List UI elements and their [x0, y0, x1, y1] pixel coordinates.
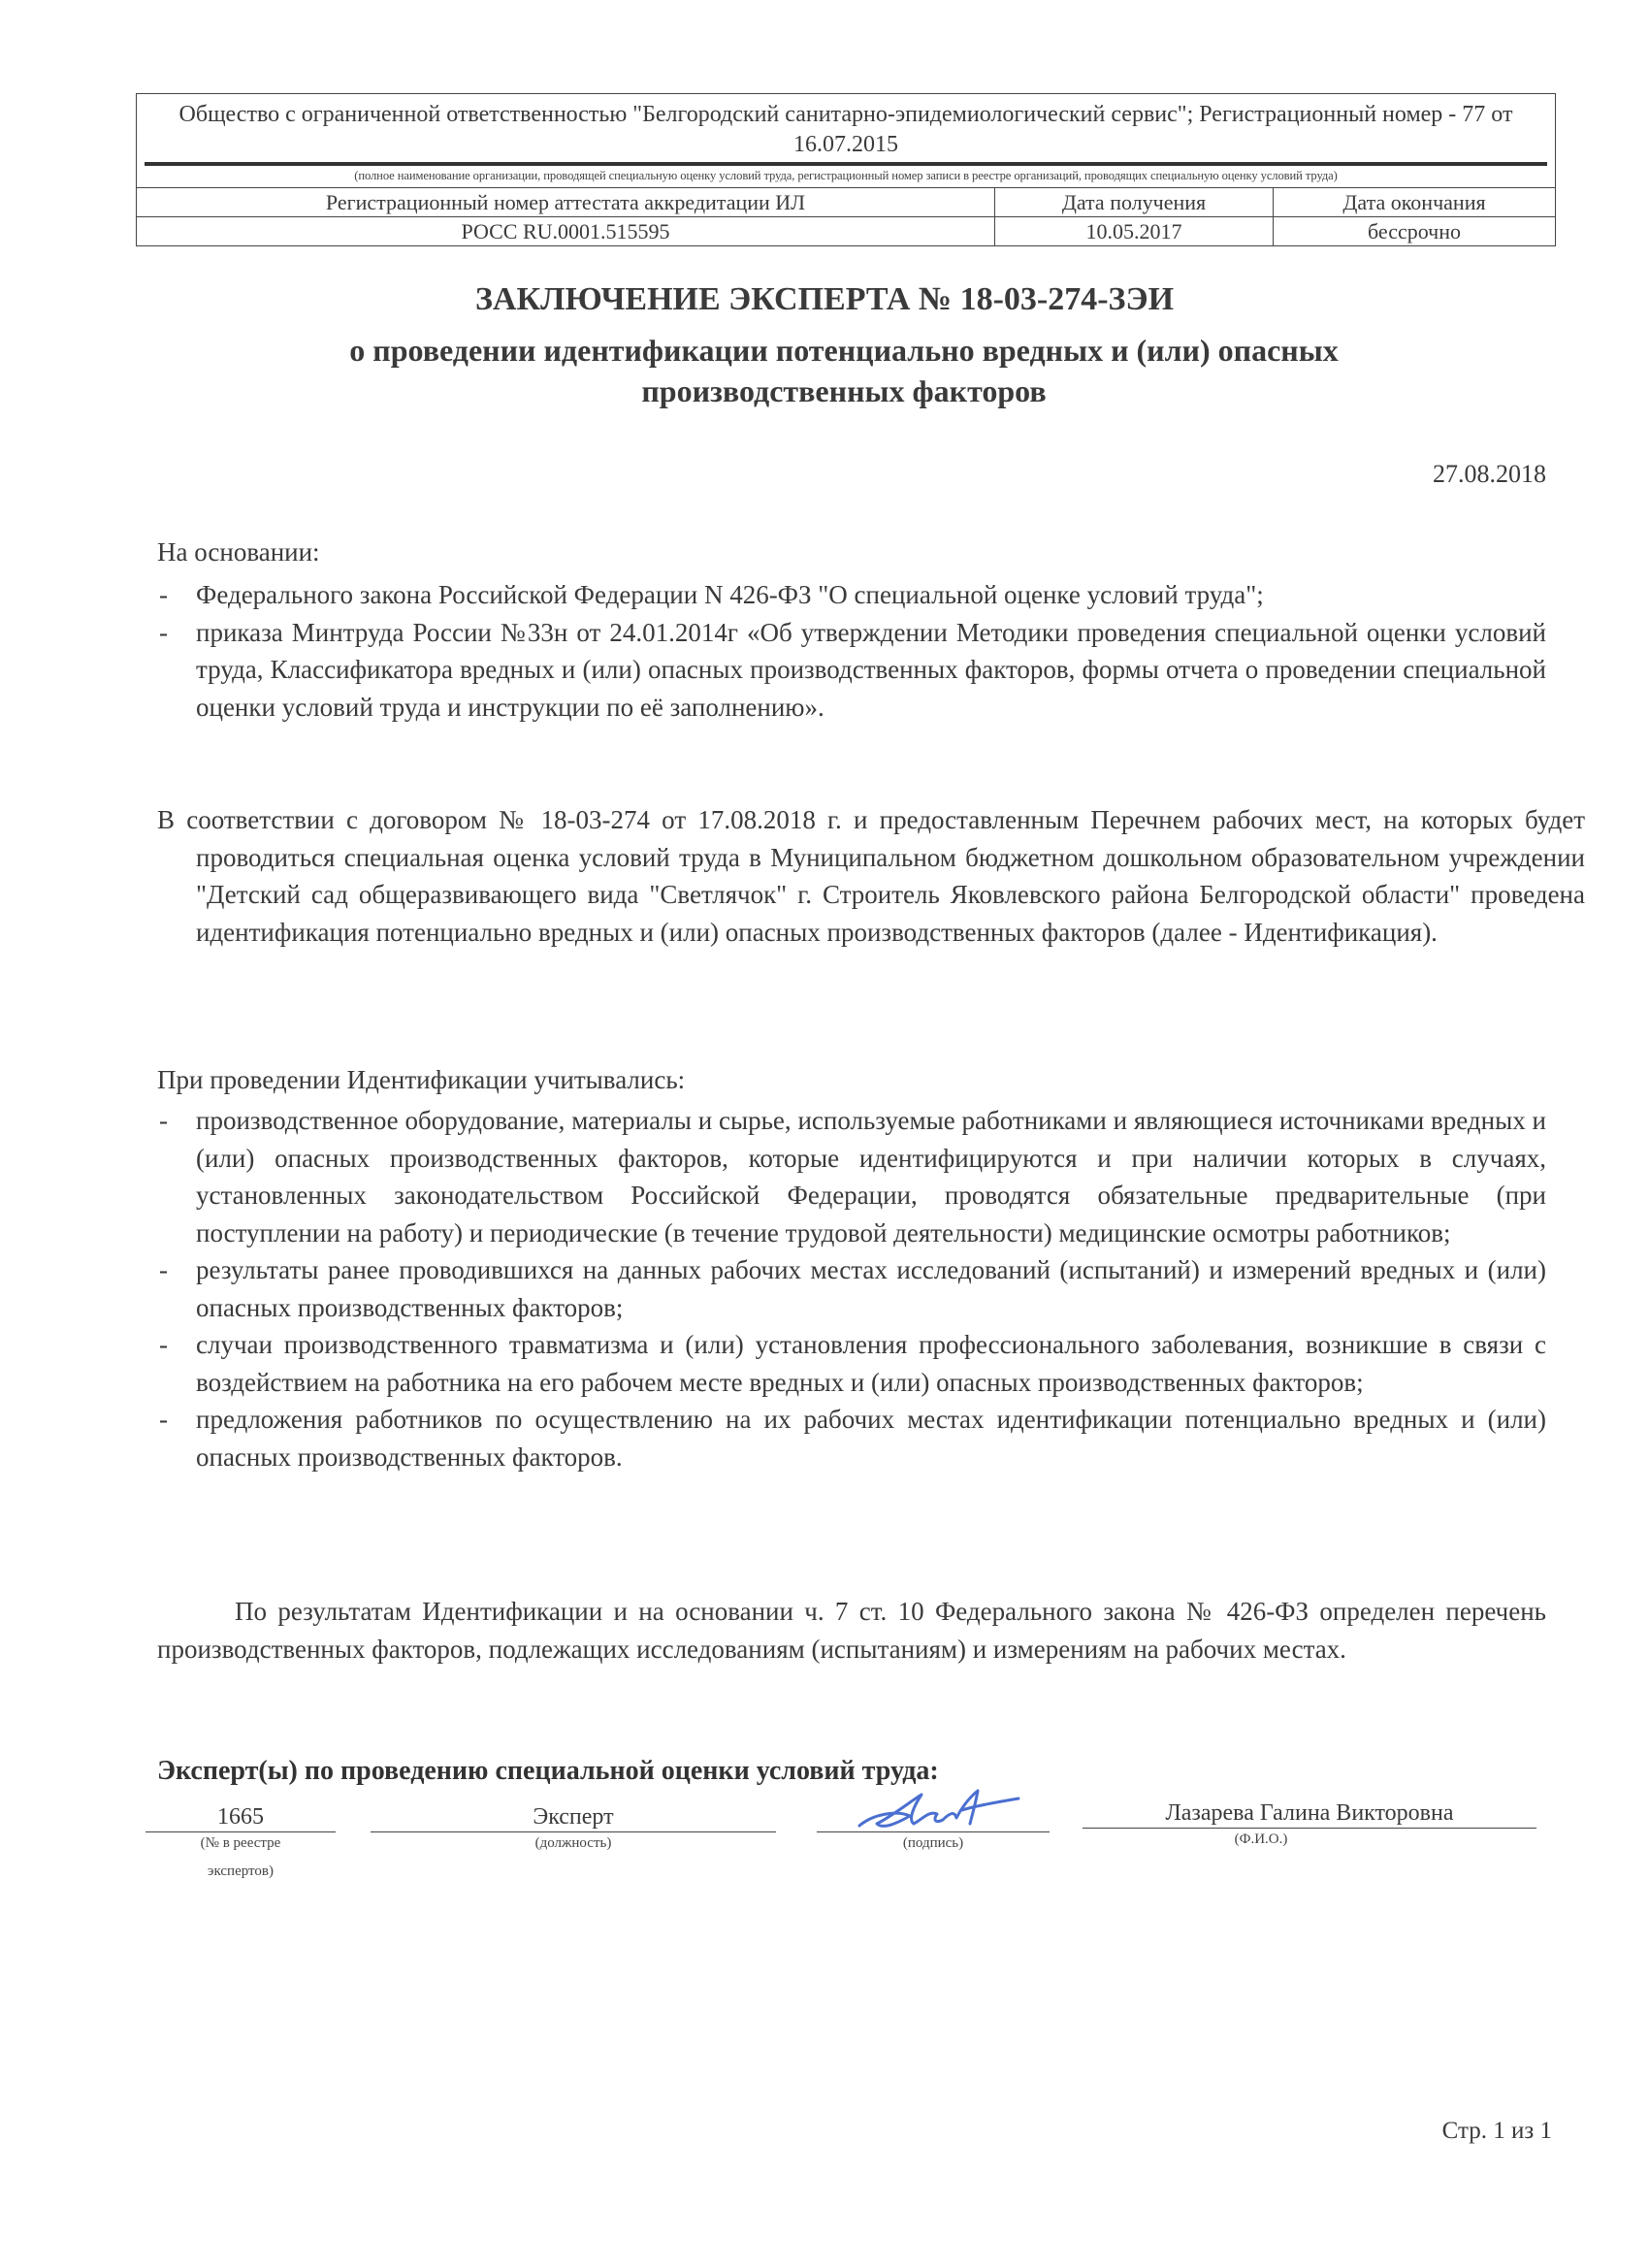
conclusion-paragraph: По результатам Идентификации и на основании ч. 7 ст. 10 Федерального закона № 426-ФЗ определен перечень производственных факторов, подлежащих исследованиям (испытаниям) и измерениям на рабочих местах.	[157, 1597, 1546, 1664]
position-caption: (должность)	[534, 1835, 612, 1851]
bullet-dash: -	[159, 580, 168, 609]
basis-item-text: приказа Минтруда России №33н от 24.01.2014г «Об утверждении Методики проведения специальной оценки условий труда, Классификатора вредных и (или) опасных производственных факторов, формы отчета о проведении специальной оценки условий труда и инструкции по её заполнению».	[196, 617, 1546, 722]
accreditation-number: РОСС RU.0001.515595	[137, 217, 995, 246]
document-date: 27.08.2018	[1433, 460, 1546, 488]
full-name-field	[1083, 1798, 1536, 1850]
handwritten-signature-icon	[854, 1781, 1048, 1835]
contract-paragraph: В соответствии с договором № 18-03-274 от 17.08.2018 г. и предоставленным Перечнем рабочих мест, на которых будет проводиться специальная оценка условий труда в Муниципальном бюджетном дошкольном образовательном учреждении "Детский сад общеразвивающего вида "Светлячок" г. Строитель Яковлевского района Белгородской области" проведена идентификация потенциально вредных и (или) опасных производственных факторов (далее - Идентификация).	[157, 805, 1585, 947]
accreditation-value-row	[137, 217, 1555, 246]
considered-item-text: производственное оборудование, материалы и сырье, используемые работниками и являющиеся источниками вредных и (или) опасных производственных факторов, которые идентифицируются и при наличии которых в случаях, установленных законодательством Российской Федерации, проводятся обязательные предварительные (при поступлении на работу) и периодические (в течение трудовой деятельности) медицинские осмотры работников;	[196, 1106, 1546, 1247]
accreditation-header-row	[137, 188, 1555, 217]
organization-name: Общество с ограниченной ответственностью "Белгородский санитарно-эпидемиологический сервис"; Регистрационный номер - 77 от 16.07.2015	[178, 102, 1513, 157]
organization-header-table	[136, 93, 1556, 246]
considered-item	[157, 1251, 1546, 1326]
considered-item-text: предложения работников по осуществлению на их рабочих местах идентификации потенциально вредных и (или) опасных производственных факторов.	[196, 1405, 1546, 1472]
experts-heading: Эксперт(ы) по проведению специальной оценки условий труда:	[157, 1756, 939, 1786]
registry-number-caption-2: экспертов)	[208, 1863, 274, 1879]
page-number: Стр. 1 из 1	[1441, 2118, 1552, 2144]
basis-list	[157, 576, 1546, 726]
considered-item	[157, 1326, 1546, 1401]
document-subtitle: о проведении идентификации потенциально вредных и (или) опасных производственных факторов	[349, 333, 1339, 408]
basis-item	[157, 614, 1546, 727]
bullet-dash: -	[159, 1255, 168, 1284]
basis-lead: На основании:	[157, 537, 320, 567]
document-title: ЗАКЛЮЧЕНИЕ ЭКСПЕРТА № 18-03-274-ЗЭИ	[474, 281, 1175, 317]
considered-lead: При проведении Идентификации учитывались:	[157, 1065, 686, 1094]
considered-item	[157, 1102, 1546, 1251]
considered-list	[157, 1102, 1546, 1475]
registry-number-caption: (№ в реестре	[200, 1835, 281, 1851]
bullet-dash: -	[159, 1106, 168, 1135]
registry-number-field	[146, 1802, 336, 1889]
position-value: Эксперт	[533, 1804, 614, 1830]
date-received: 10.05.2017	[995, 217, 1274, 246]
registry-number: 1665	[217, 1804, 264, 1830]
full-name-caption: (Ф.И.О.)	[1234, 1831, 1288, 1847]
full-name: Лазарева Галина Викторовна	[1165, 1800, 1454, 1826]
basis-item-text: Федерального закона Российской Федерации N 426-ФЗ "О специальной оценке условий труда";	[196, 580, 1264, 609]
bullet-dash: -	[159, 1330, 168, 1359]
accreditation-table	[137, 187, 1555, 245]
signature-caption: (подпись)	[902, 1835, 964, 1851]
considered-item-text: случаи производственного травматизма и (или) установления профессионального заболевания, возникшие в связи с воздействием на работника на его рабочем месте вредных и (или) опасных производственных факторов;	[196, 1330, 1546, 1397]
considered-item	[157, 1401, 1546, 1475]
basis-item	[157, 576, 1546, 614]
date-expiry: бессрочно	[1274, 217, 1556, 246]
col-header-date-received: Дата получения	[995, 188, 1274, 217]
considered-item-text: результаты ранее проводившихся на данных рабочих местах исследований (испытаний) и измерений вредных и (или) опасных производственных факторов;	[196, 1255, 1546, 1322]
bullet-dash: -	[159, 617, 168, 647]
col-header-date-expiry: Дата окончания	[1274, 188, 1556, 217]
organization-caption: (полное наименование организации, проводящей специальную оценку условий труда, регистрационный номер записи в реестре организаций, проводящих специальную оценку условий труда)	[354, 169, 1338, 182]
col-header-accreditation-number: Регистрационный номер аттестата аккредитации ИЛ	[137, 188, 995, 217]
bullet-dash: -	[159, 1405, 168, 1434]
position-field	[371, 1802, 776, 1854]
